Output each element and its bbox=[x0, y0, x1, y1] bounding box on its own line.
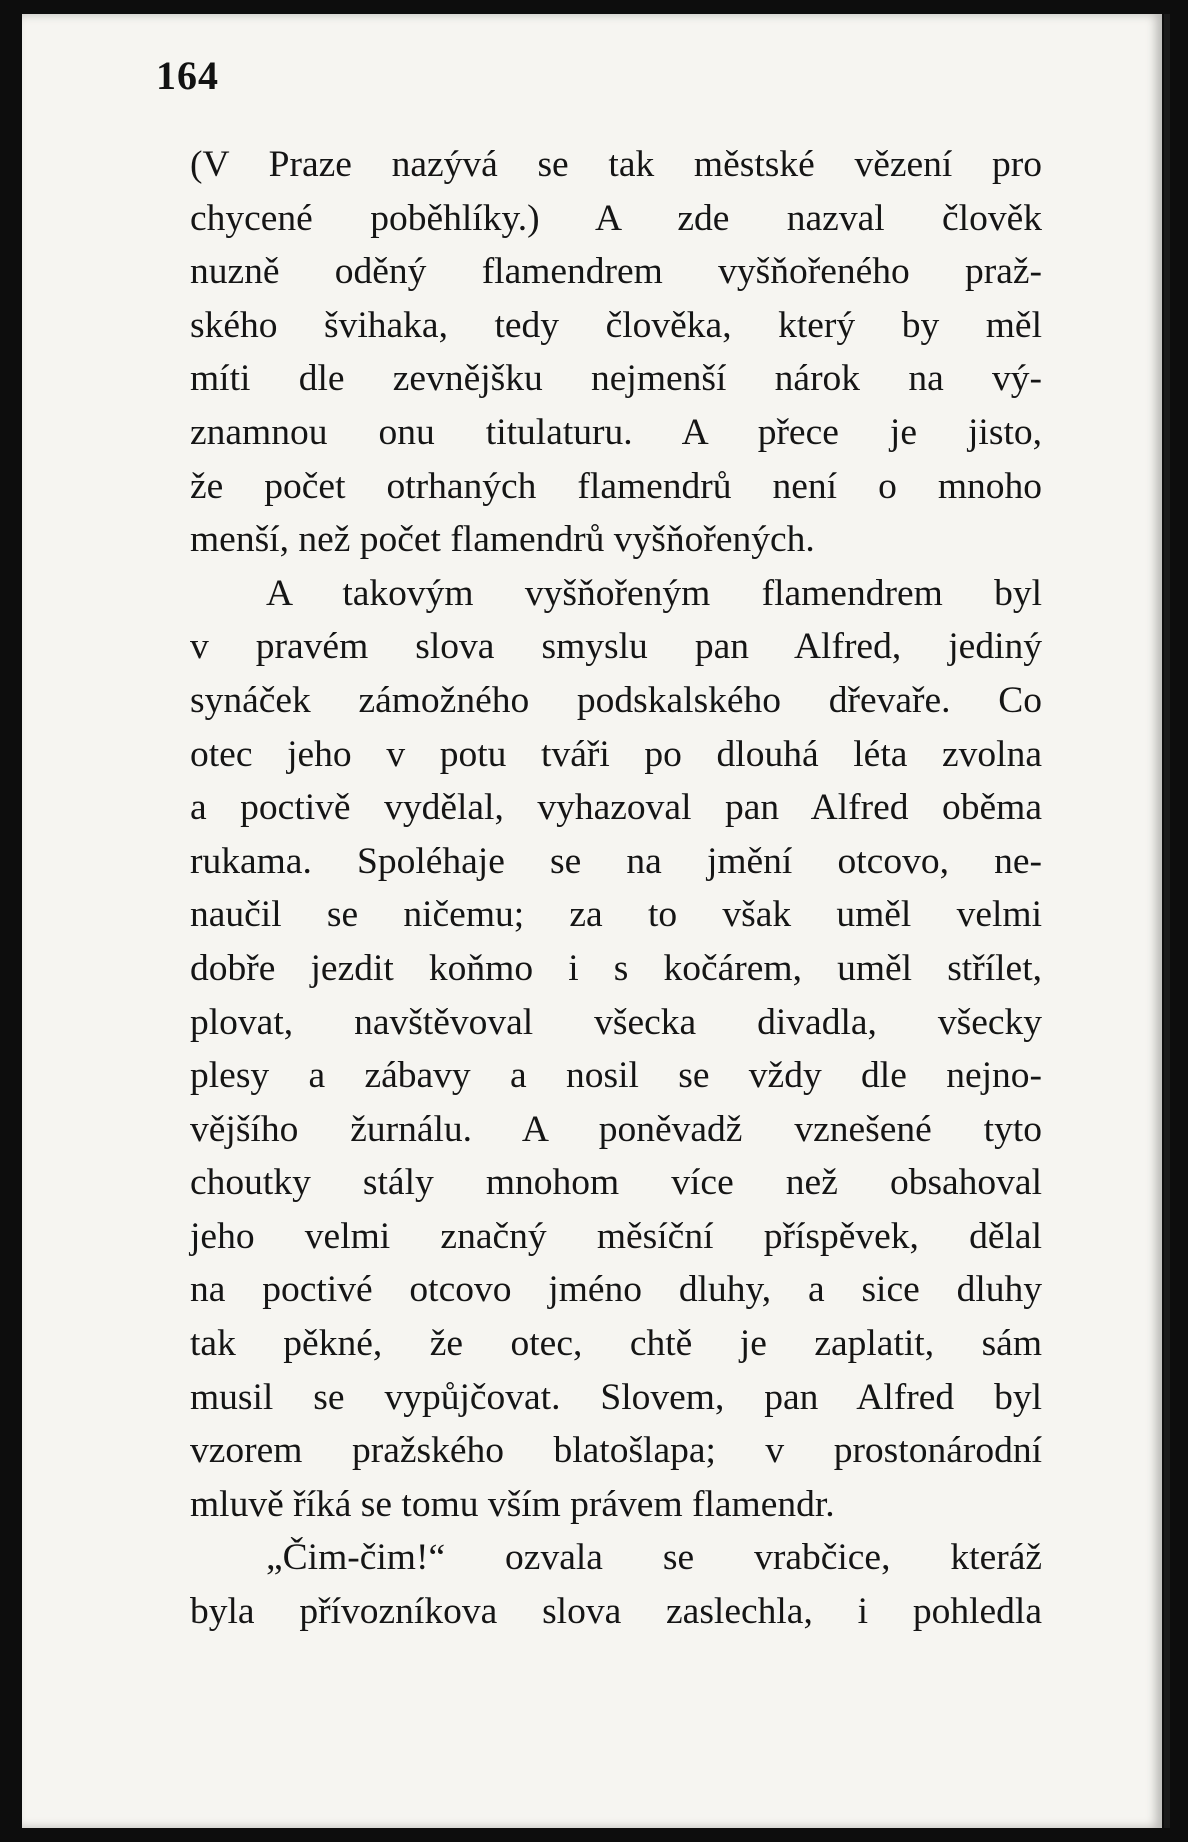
text-line: ského švihaka, tedy člověka, který by měl bbox=[190, 304, 1042, 346]
text-line: (V Praze nazývá se tak městské vězení pro bbox=[190, 144, 1042, 185]
text-line: v pravém slova smyslu pan Alfred, jediný bbox=[190, 626, 1042, 668]
text-line: plesy a zábavy a nosil se vždy dle nejno- bbox=[190, 1055, 1042, 1097]
text-line: vzorem pražského blatošlapa; v prostonárodní bbox=[190, 1430, 1042, 1472]
text-line: musil se vypůjčovat. Slovem, pan Alfred byl bbox=[190, 1376, 1042, 1418]
text-line: nuzně oděný flamendrem vyšňořeného praž- bbox=[190, 251, 1042, 293]
text-line: chycené poběhlíky.) A zde nazval člověk bbox=[190, 197, 1042, 239]
text-line: otec jeho v potu tváři po dlouhá léta zvolna bbox=[190, 733, 1042, 775]
text-line: dobře jezdit koňmo i s kočárem, uměl střílet, bbox=[190, 947, 1042, 989]
body-text bbox=[190, 138, 1042, 1639]
text-line: znamnou onu titulaturu. A přece je jisto, bbox=[190, 411, 1042, 453]
text-line: míti dle zevnějšku nejmenší nárok na vý- bbox=[190, 358, 1042, 400]
text-line: vějšího žurnálu. A poněvadž vznešené tyto bbox=[190, 1108, 1042, 1150]
text-line: a poctivě vydělal, vyhazoval pan Alfred oběma bbox=[190, 787, 1042, 829]
text-line: A takovým vyšňořeným flamendrem byl bbox=[266, 572, 1042, 614]
page-number: 164 bbox=[156, 53, 219, 98]
text-line: menší, než počet flamendrů vyšňořených. bbox=[190, 519, 815, 561]
text-line: „Čim-čim!“ ozvala se vrabčice, kteráž bbox=[266, 1537, 1042, 1579]
text-line: synáček zámožného podskalského dřevaře. Co bbox=[190, 679, 1042, 721]
text-line: na poctivé otcovo jméno dluhy, a sice dluhy bbox=[190, 1269, 1042, 1311]
text-line: že počet otrhaných flamendrů není o mnoho bbox=[190, 465, 1042, 507]
text-line: choutky stály mnohom více než obsahoval bbox=[190, 1162, 1042, 1204]
text-line: naučil se ničemu; za to však uměl velmi bbox=[190, 894, 1042, 936]
text-line: tak pěkné, že otec, chtě je zaplatit, sám bbox=[190, 1323, 1042, 1365]
page-edge-divider bbox=[1164, 14, 1170, 1828]
text-line: jeho velmi značný měsíční příspěvek, dělal bbox=[190, 1215, 1042, 1257]
text-line: plovat, navštěvoval všecka divadla, všecky bbox=[190, 1001, 1042, 1043]
text-line: rukama. Spoléhaje se na jmění otcovo, ne- bbox=[190, 840, 1042, 882]
text-line: byla přívozníkova slova zaslechla, i pohledla bbox=[190, 1591, 1042, 1633]
text-line: mluvě říká se tomu vším právem flamendr. bbox=[190, 1483, 835, 1525]
